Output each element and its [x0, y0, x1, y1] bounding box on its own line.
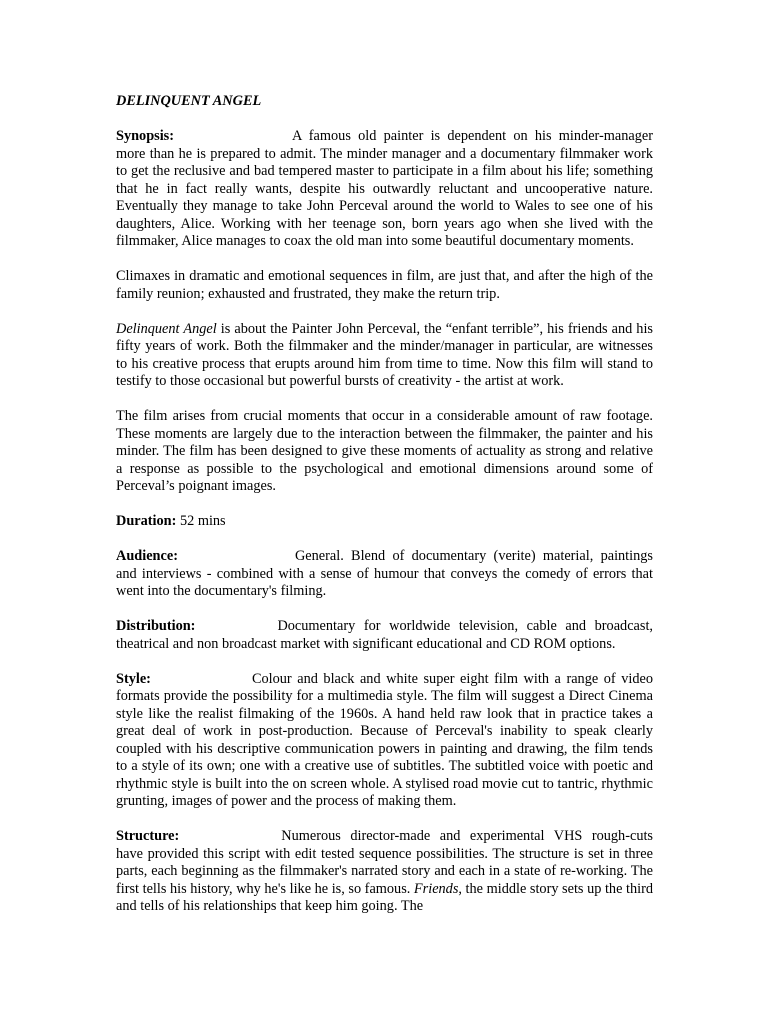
climaxes-paragraph: Climaxes in dramatic and emotional sequences in film, are just that, and after the high of the family reunion; exhausted and frustrated, they make the return trip. — [116, 268, 653, 302]
synopsis-label: Synopsis: — [116, 128, 175, 144]
structure-text-after: , the middle story sets up the third and tells of his relationships that keep him going. The — [116, 880, 653, 914]
structure-label: Structure: — [116, 828, 180, 844]
distribution-label: Distribution: — [116, 618, 196, 634]
synopsis-paragraph — [116, 128, 653, 251]
arises-paragraph: The film arises from crucial moments that occur in a considerable amount of raw footage. These moments are largely due to the interaction between the filmmaker, the painter and his minder. The film has been designed to give these moments of actuality as strong and relative a response as possible to the psychological and emotional dimensions around some of Perceval’s poignant images. — [116, 408, 653, 494]
style-text: Colour and black and white super eight film with a range of video formats provide the possibility for a multimedia style. The film will suggest a Direct Cinema style like the realist filmaking of the 1960s. A hand held raw look that in practice takes a great deal of work in post-production. Because of Perceval's inability to speak clearly coupled with his descriptive communication powers in painting and drawing, the film tends to a style of its own; one with a creative use of subtitles. The subtitled voice with poetic and rhythmic style is built into the on screen whole. A stylised road movie cut to tantric, rhythmic grunting, images of power and the process of making them. — [116, 670, 653, 809]
structure-text-before: Numerous director-made and experimental VHS rough-cuts have provided this script with edit tested sequence possibilities. The structure is set in three parts, each beginning as the filmmaker's narrated story and each in a state of re-working. The first tells his history, why he's like he is, so famous. — [116, 828, 653, 897]
about-paragraph — [116, 321, 653, 391]
about-text: is about the Painter John Perceval, the “enfant terrible”, his friends and his fifty years of work. Both the filmmaker and the minder/manager in particular, are witnesses to his creative process that erupts around him from time to time. Now this film will stand to testify to those occasional but powerful bursts of creativity - the artist at work. — [116, 320, 653, 389]
distribution-paragraph — [116, 618, 653, 653]
document-page — [116, 93, 653, 933]
structure-paragraph — [116, 828, 653, 916]
audience-label: Audience: — [116, 548, 178, 564]
synopsis-text: A famous old painter is dependent on his minder-manager more than he is prepared to admit. The minder manager and a documentary filmmaker work to get the reclusive and bad tempered master to participate in a film about his life; something that he in fact really wants, despite his outwardly reluctant and uncooperative nature. Eventually they manage to take John Perceval around the world to Wales to see one of his daughters, Alice. Working with her teenage son, born years ago when she lived with the filmmaker, Alice manages to coax the old man into some beautiful documentary moments. — [116, 128, 653, 249]
distribution-text: Documentary for worldwide television, cable and broadcast, theatrical and non broadcast market with significant educational and CD ROM options. — [116, 618, 653, 652]
duration-paragraph — [116, 513, 653, 531]
style-label: Style: — [116, 670, 151, 687]
document-title: DELINQUENT ANGEL — [116, 93, 262, 109]
audience-paragraph — [116, 548, 653, 601]
duration-label: Duration: — [116, 513, 177, 529]
friends-italic: Friends — [413, 880, 459, 897]
film-title-italic: Delinquent Angel — [116, 320, 217, 337]
style-paragraph — [116, 671, 653, 811]
audience-text: General. Blend of documentary (verite) material, paintings and interviews - combined with a sense of humour that conveys the comedy of errors that went into the documentary's filming. — [116, 548, 653, 599]
duration-text: 52 mins — [176, 513, 226, 529]
